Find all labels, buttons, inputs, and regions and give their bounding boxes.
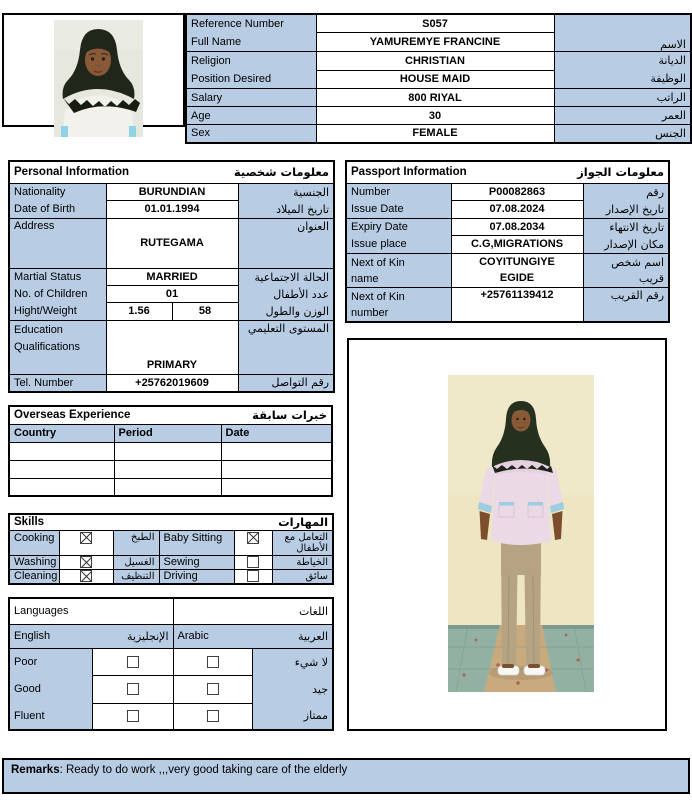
expiry-date-value: 07.08.2034	[451, 218, 583, 236]
age-label: Age	[186, 107, 316, 125]
kin-number-label-ar: رقم القريب	[583, 287, 669, 322]
remarks-label: Remarks	[11, 764, 60, 776]
skill-sewing-checkbox[interactable]	[247, 556, 259, 568]
nationality-label: Nationality	[14, 185, 66, 198]
children-label: No. of Children	[14, 287, 88, 300]
skill-babysitting-checkbox[interactable]	[247, 532, 259, 544]
overseas-title-ar: خبرات سابقة	[252, 408, 328, 423]
nationality-label-ar: الجنسية	[293, 185, 330, 199]
marital-status-label: Martial Status	[14, 270, 82, 283]
issue-date-label: Issue Date	[351, 202, 404, 215]
arabic-column-label-ar: العربية	[297, 629, 329, 643]
kin-name-label-ar-line2: قريب	[638, 271, 665, 285]
age-value: 30	[316, 107, 554, 125]
sex-value: FEMALE	[316, 125, 554, 143]
height-weight-label-ar: الوزن والطول	[265, 304, 330, 318]
skill-cooking-label: Cooking	[9, 530, 59, 555]
level-good-label-ar: جيد	[312, 682, 329, 696]
skill-driving-label-ar: سائق	[272, 569, 333, 584]
salary-label: Salary	[186, 89, 316, 107]
kin-number-label-line2: number	[351, 306, 389, 319]
address-label-ar: العنوان	[238, 218, 334, 268]
education-label-line2: Qualifications	[14, 340, 81, 353]
arabic-fluent-checkbox[interactable]	[207, 710, 219, 722]
overseas-col-country: Country	[9, 424, 114, 442]
skills-title: Skills	[14, 516, 45, 529]
position-label-ar: الوظيفة	[650, 72, 686, 85]
header-table	[185, 13, 692, 144]
kin-name-label-ar-line1: اسم شخص	[611, 255, 665, 269]
dob-label-ar: تاريخ الميلاد	[276, 202, 330, 216]
issue-place-value: C.G,MIGRATIONS	[451, 236, 583, 254]
sex-label-ar: الجنس	[554, 125, 691, 143]
level-fluent-label-ar: ممتاز	[303, 708, 329, 722]
weight-value: 58	[172, 303, 238, 320]
level-poor-label-ar: لا شيء	[294, 655, 329, 669]
passport-info-title-ar: معلومات الجواز	[577, 165, 665, 180]
remarks-bar	[2, 758, 690, 794]
address-value: RUTEGAMA	[106, 218, 238, 268]
dob-label: Date of Birth	[14, 202, 76, 215]
passport-number-label-ar: رقم	[646, 185, 665, 199]
skill-driving-label: Driving	[159, 569, 234, 584]
issue-place-label: Issue place	[351, 237, 407, 250]
level-poor-label: Poor	[14, 655, 38, 668]
education-value: PRIMARY	[106, 320, 238, 374]
expiry-date-label-ar: تاريخ الانتهاء	[609, 220, 665, 234]
marital-status-value: MARRIED	[106, 268, 238, 285]
skill-sewing-label: Sewing	[159, 555, 234, 569]
reference-number-label: Reference Number	[191, 18, 284, 30]
skill-washing-label: Washing	[9, 555, 59, 569]
tel-number-value: +25762019609	[106, 374, 238, 392]
salary-label-ar: الراتب	[554, 89, 691, 107]
education-label-ar: المستوى التعليمي	[238, 320, 334, 374]
kin-name-value-line2: EGIDE	[499, 272, 535, 284]
level-fluent-label: Fluent	[14, 709, 45, 722]
english-poor-checkbox[interactable]	[127, 656, 139, 668]
passport-information-table	[345, 160, 670, 323]
kin-name-label-line1: Next of Kin	[351, 256, 405, 269]
skill-babysitting-label-ar-line1: التعامل مع	[284, 531, 329, 543]
reference-number-value: S057	[316, 14, 554, 33]
skill-cleaning-checkbox[interactable]	[80, 570, 92, 582]
languages-title: Languages	[9, 598, 173, 624]
full-name-label: Full Name	[191, 36, 242, 48]
arabic-column-label: Arabic	[177, 630, 209, 642]
position-desired-label: Position Desired	[191, 73, 272, 85]
skill-cleaning-label-ar: التنظيف	[113, 569, 159, 584]
skill-washing-label-ar: الغسيل	[113, 555, 159, 569]
arabic-poor-checkbox[interactable]	[207, 656, 219, 668]
skill-cleaning-label: Cleaning	[9, 569, 59, 584]
tel-number-label: Tel. Number	[9, 374, 106, 392]
religion-value: CHRISTIAN	[316, 52, 554, 71]
skill-cooking-label-ar: الطبخ	[113, 530, 159, 555]
kin-name-label-line2: name	[351, 272, 379, 285]
issue-date-value: 07.08.2024	[451, 201, 583, 219]
height-weight-label: Hight/Weight	[14, 304, 77, 317]
nationality-value: BURUNDIAN	[106, 183, 238, 201]
languages-table	[8, 597, 334, 731]
header-ar-group	[554, 52, 691, 89]
passport-info-title: Passport Information	[351, 166, 467, 179]
skill-washing-checkbox[interactable]	[80, 556, 92, 568]
children-value: 01	[106, 285, 238, 302]
kin-name-value-line1: COYITUNGIYE	[479, 256, 555, 268]
overseas-col-period: Period	[114, 424, 221, 442]
overseas-empty-row	[9, 442, 332, 460]
religion-label: Religion	[191, 55, 231, 67]
english-fluent-checkbox[interactable]	[127, 710, 139, 722]
overseas-col-date: Date	[221, 424, 332, 442]
issue-place-label-ar: مكان الإصدار	[604, 237, 665, 251]
skill-driving-checkbox[interactable]	[247, 570, 259, 582]
passport-number-label: Number	[351, 185, 391, 198]
marital-status-label-ar: الحالة الاجتماعية	[254, 270, 330, 284]
salary-value: 800 RIYAL	[316, 89, 554, 107]
age-label-ar: العمر	[554, 107, 691, 125]
dob-value: 01.01.1994	[106, 201, 238, 219]
overseas-title: Overseas Experience	[14, 409, 131, 422]
level-good-label: Good	[14, 682, 41, 695]
issue-date-label-ar: تاريخ الإصدار	[605, 202, 665, 216]
skills-table	[8, 513, 334, 585]
personal-information-table	[8, 160, 335, 393]
full-body-photo	[448, 375, 594, 692]
languages-title-ar: اللغات	[173, 598, 333, 624]
portrait-photo	[54, 20, 143, 137]
remarks-text: : Ready to do work ,,,very good taking care of the elderly	[59, 764, 348, 776]
position-desired-value: HOUSE MAID	[316, 70, 554, 89]
full-name-value: YAMUREMYE FRANCINE	[316, 33, 554, 52]
sex-label: Sex	[186, 125, 316, 143]
personal-info-title: Personal Information	[14, 166, 130, 179]
english-column-label-ar: الإنجليزية	[127, 629, 169, 643]
header-label-group	[186, 52, 316, 89]
overseas-empty-row	[9, 460, 332, 478]
arabic-good-checkbox[interactable]	[207, 683, 219, 695]
name-label-ar: الاسم	[554, 14, 691, 52]
passport-number-value: P00082863	[451, 183, 583, 201]
kin-number-value: +25761139412	[451, 287, 583, 322]
kin-number-label-line1: Next of Kin	[351, 290, 405, 303]
height-value: 1.56	[106, 303, 172, 320]
personal-info-title-ar: معلومات شخصية	[233, 165, 330, 180]
skill-cooking-checkbox[interactable]	[80, 532, 92, 544]
skill-babysitting-label-ar-line2: الأطفال	[296, 542, 329, 554]
overseas-experience-table	[8, 405, 333, 497]
address-label: Address	[9, 218, 106, 268]
english-column-label: English	[14, 630, 51, 642]
tel-number-label-ar: رقم التواصل	[238, 374, 334, 392]
skill-babysitting-label: Baby Sitting	[159, 530, 234, 555]
education-label-line1: Education	[14, 323, 63, 336]
header-label-group	[186, 14, 316, 52]
expiry-date-label: Expiry Date	[351, 220, 408, 233]
children-label-ar: عدد الأطفال	[273, 287, 330, 301]
english-good-checkbox[interactable]	[127, 683, 139, 695]
skills-title-ar: المهارات	[278, 515, 329, 530]
skill-sewing-label-ar: الخياطة	[272, 555, 333, 569]
overseas-empty-row	[9, 478, 332, 496]
religion-label-ar: الديانة	[658, 54, 686, 67]
